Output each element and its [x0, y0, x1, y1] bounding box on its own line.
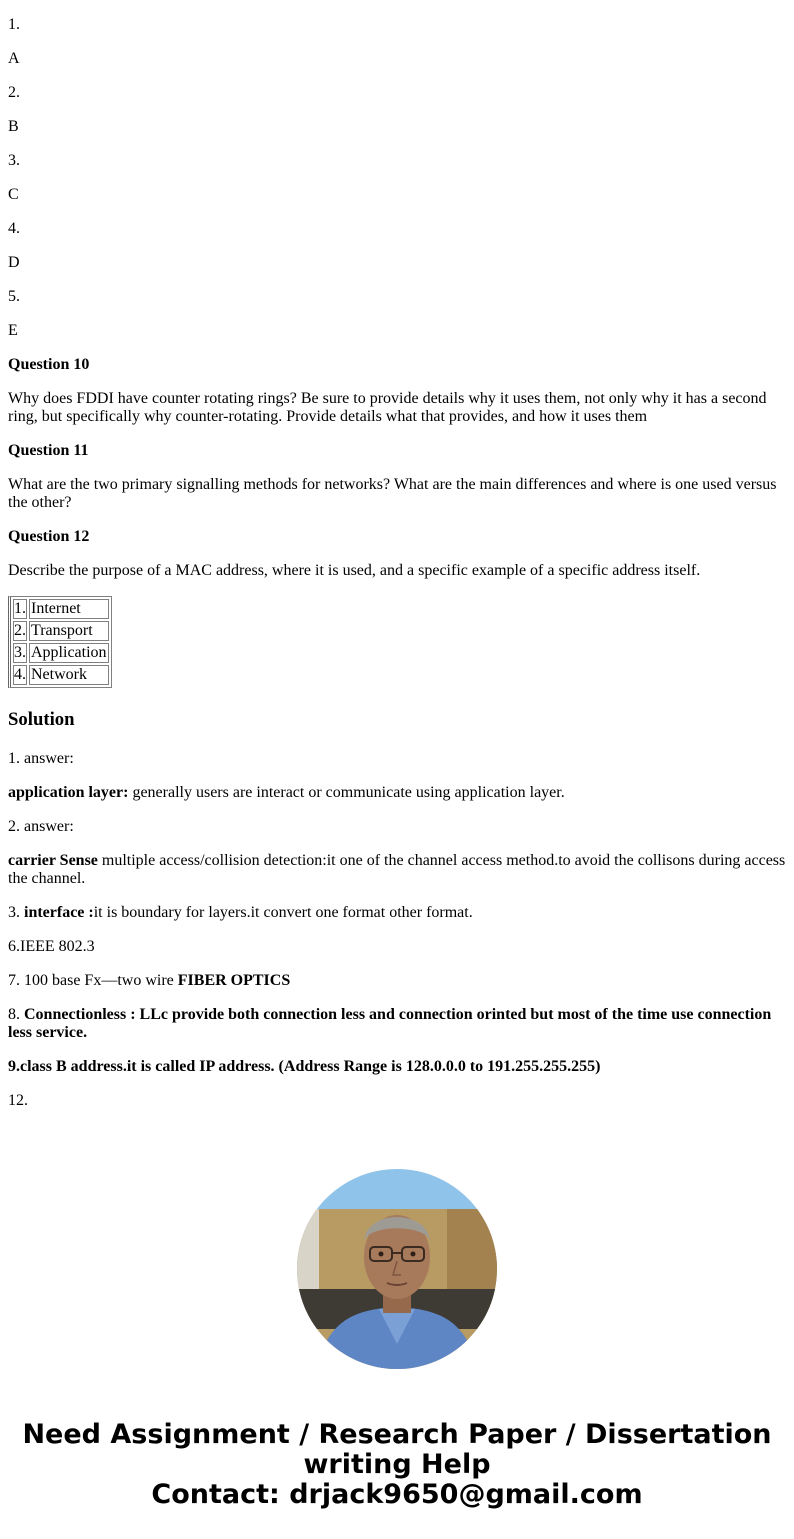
- option-number-1: 1.: [8, 16, 20, 33]
- option-letter-d: D: [8, 254, 20, 271]
- answer-3: [8, 904, 786, 922]
- option-letter-b: B: [8, 118, 19, 135]
- document-page: [0, 16, 794, 1110]
- answer-9: [8, 1058, 786, 1076]
- author-avatar: [297, 1169, 497, 1369]
- question-11-title: [8, 442, 786, 460]
- footer-line-2: writing Help: [303, 1449, 491, 1480]
- answer-3-term: interface :: [24, 904, 94, 921]
- question-10-text: Why does FDDI have counter rotating rings? Be sure to provide details why it uses them, not only why it has a second ring, but specifically why counter-rotating. Provide details what that provides, and how it uses them: [8, 390, 767, 425]
- footer-line-1: Need Assignment / Research Paper / Dissertation: [22, 1419, 772, 1450]
- answer-8-prefix: 8.: [8, 1006, 24, 1023]
- answer-8: [8, 1006, 786, 1042]
- contact-footer: [0, 1420, 794, 1510]
- option-number-3: 3.: [8, 152, 20, 169]
- option-letter-c: C: [8, 186, 19, 203]
- table-cell-label: Transport: [29, 621, 109, 641]
- answer-7: [8, 972, 786, 990]
- table-cell-number: 4.: [14, 666, 26, 683]
- answer-3-text: it is boundary for layers.it convert one format other format.: [93, 904, 473, 921]
- question-12-text: Describe the purpose of a MAC address, where it is used, and a specific example of a specific address itself.: [8, 562, 701, 579]
- layer-options-table: [8, 596, 112, 688]
- answer-2-label: 2. answer:: [8, 818, 74, 835]
- option-letter-e: E: [8, 322, 18, 339]
- solution-heading: Solution: [8, 709, 75, 730]
- footer-contact[interactable]: Contact: drjack9650@gmail.com: [151, 1479, 643, 1510]
- table-row: [13, 665, 109, 685]
- table-row: [13, 643, 109, 663]
- answer-1: [8, 784, 786, 802]
- table-cell-number: 1.: [14, 600, 26, 617]
- author-portrait-image: [297, 1169, 497, 1369]
- answer-6: 6.IEEE 802.3: [8, 938, 95, 955]
- table-cell-number: 3.: [14, 644, 26, 661]
- question-11-title-text: Question 11: [8, 442, 89, 459]
- table-row: [13, 621, 109, 641]
- question-12-title-text: Question 12: [8, 528, 90, 545]
- option-number-5: 5.: [8, 288, 20, 305]
- answer-2-text: multiple access/collision detection:it one of the channel access method.to avoid the collisons during access the channel.: [8, 852, 786, 887]
- question-11-text: What are the two primary signalling methods for networks? What are the main differences and where is one used versus the other?: [8, 476, 777, 511]
- question-10-title: [8, 356, 786, 374]
- option-letter-a: A: [8, 50, 20, 67]
- answer-9-text: 9.class B address.it is called IP address. (Address Range is 128.0.0.0 to 191.255.255.255): [8, 1058, 601, 1075]
- answer-3-prefix: 3.: [8, 904, 24, 921]
- answer-7-term: FIBER OPTICS: [177, 972, 291, 989]
- answer-8-term: Connectionless : LLc provide both connection less and connection orinted but most of the time use connection less service.: [8, 1006, 772, 1041]
- option-number-2: 2.: [8, 84, 20, 101]
- answer-1-label: 1. answer:: [8, 750, 74, 767]
- answer-12: 12.: [8, 1092, 28, 1109]
- answer-7-prefix: 7. 100 base Fx—two wire: [8, 972, 178, 989]
- question-12-title: [8, 528, 786, 546]
- table-cell-label: Internet: [29, 599, 109, 619]
- answer-1-term: application layer:: [8, 784, 129, 801]
- option-number-4: 4.: [8, 220, 20, 237]
- answer-2-term: carrier Sense: [8, 852, 98, 869]
- table-cell-number: 2.: [14, 622, 26, 639]
- table-row: [13, 599, 109, 619]
- table-cell-label: Application: [31, 644, 107, 661]
- table-cell-label: Network: [29, 665, 109, 685]
- answer-1-text: generally users are interact or communicate using application layer.: [128, 784, 565, 801]
- answer-2: [8, 852, 786, 888]
- question-10-title-text: Question 10: [8, 356, 90, 373]
